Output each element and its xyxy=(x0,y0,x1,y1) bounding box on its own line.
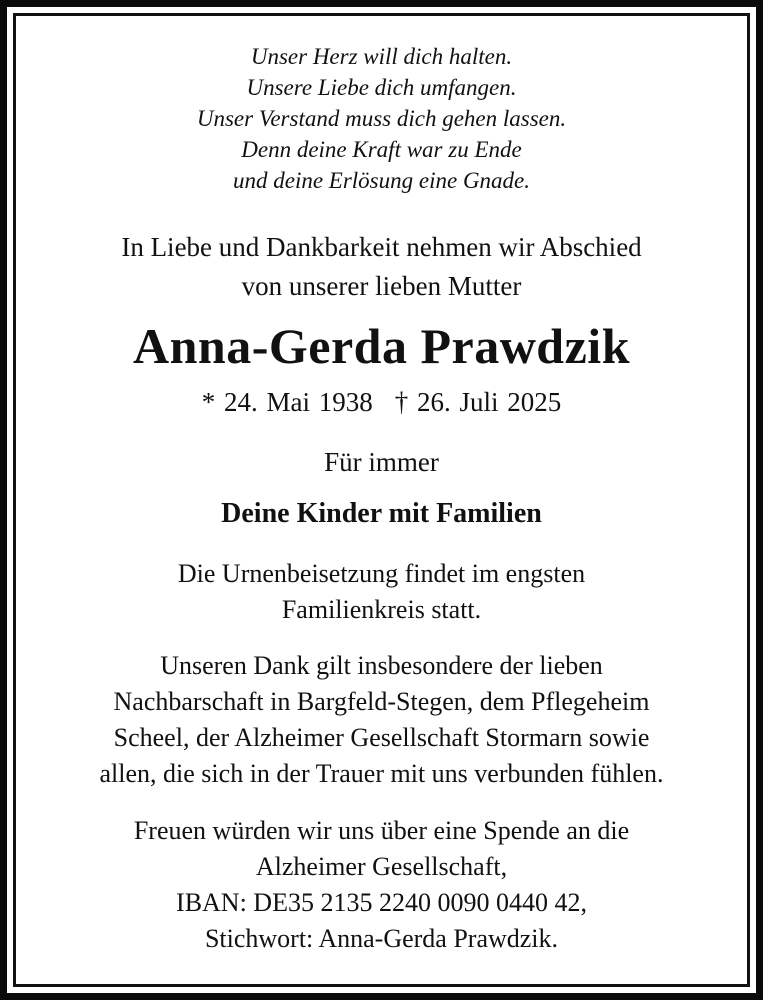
burial-line: Die Urnenbeisetzung findet im engsten xyxy=(177,559,586,588)
burial-notice xyxy=(16,556,747,628)
thanks-line: Nachbarschaft in Bargfeld-Stegen, dem Pflegeheim xyxy=(113,687,650,716)
intro-text xyxy=(16,228,747,306)
poem-line: Denn deine Kraft war zu Ende xyxy=(241,137,522,162)
thanks-line: allen, die sich in der Trauer mit uns verbunden fühlen. xyxy=(99,759,664,788)
burial-line: Familienkreis statt. xyxy=(281,595,482,624)
iban: IBAN: DE35 2135 2240 0090 0440 42, xyxy=(176,888,587,917)
thanks-paragraph xyxy=(16,648,747,792)
donation-keyword: Stichwort: Anna-Gerda Prawdzik. xyxy=(204,924,559,953)
intro-line: In Liebe und Dankbarkeit nehmen wir Abschied xyxy=(121,232,642,262)
poem-line: und deine Erlösung eine Gnade. xyxy=(232,168,531,193)
poem-line: Unsere Liebe dich umfangen. xyxy=(246,75,517,100)
donation-line: Alzheimer Gesellschaft, xyxy=(255,852,508,881)
donation-line: Freuen würden wir uns über eine Spende an die xyxy=(133,816,630,845)
poem-line: Unser Herz will dich halten. xyxy=(250,44,513,69)
poem xyxy=(16,41,747,196)
life-dates xyxy=(16,384,747,420)
death-date: † 26. Juli 2025 xyxy=(394,387,562,417)
thanks-line: Scheel, der Alzheimer Gesellschaft Stormarn sowie xyxy=(113,723,650,752)
intro-line: von unserer lieben Mutter xyxy=(241,271,522,301)
closing-text: Für immer xyxy=(324,447,439,477)
poem-line: Unser Verstand muss dich gehen lassen. xyxy=(196,106,567,131)
birth-date: * 24. Mai 1938 xyxy=(201,387,373,417)
family-signature: Deine Kinder mit Familien xyxy=(221,498,542,529)
deceased-name: Anna-Gerda Prawdzik xyxy=(133,318,630,374)
thanks-line: Unseren Dank gilt insbesondere der lieben xyxy=(160,651,603,680)
donation-request xyxy=(16,813,747,957)
